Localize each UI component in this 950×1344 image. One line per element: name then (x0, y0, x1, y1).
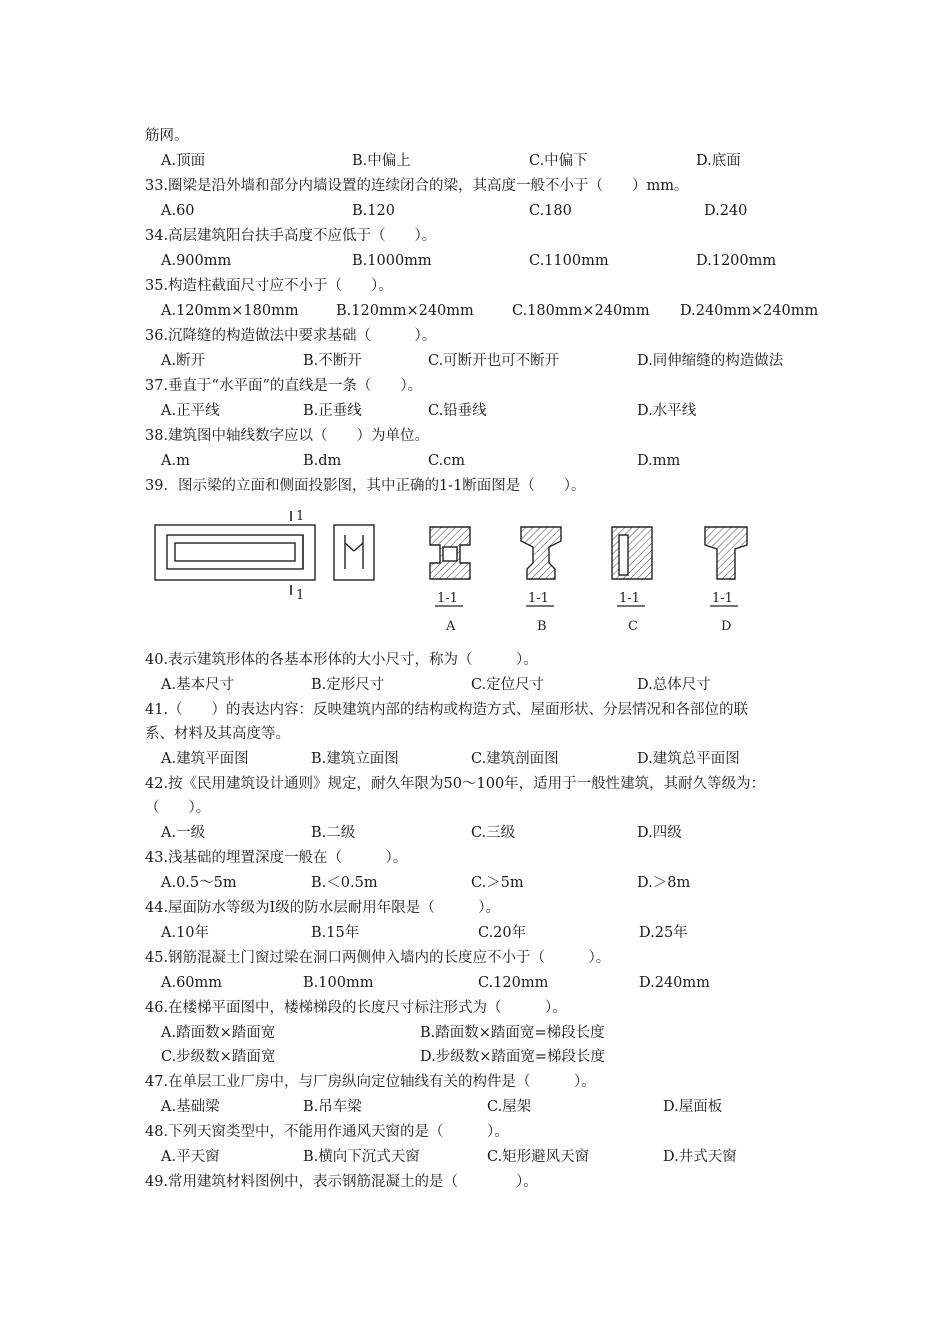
question-line: 43.浅基础的埋置深度一般在（ ）。 (145, 850, 408, 866)
answer-option: C.步级数×踏面宽 (161, 1049, 276, 1065)
question-line: 筋网。 (145, 128, 189, 144)
answer-option: D.＞8m (637, 875, 691, 891)
beam-side-view (334, 525, 374, 580)
question-line: 42.按《民用建筑设计通则》规定，耐久年限为50～100年，适用于一般性建筑，其耐久等级为： (145, 776, 766, 792)
answer-option: C.屋架 (487, 1099, 532, 1115)
answer-option: D.25年 (639, 925, 688, 941)
caption-d: 1-1 (712, 591, 733, 606)
answer-option: B.吊车梁 (303, 1099, 362, 1115)
section-mark-bottom: 1 (296, 588, 305, 603)
answer-option: D.mm (637, 453, 681, 469)
answer-option: C.铅垂线 (428, 403, 487, 419)
answer-option: B.1000mm (352, 253, 432, 269)
answer-option: A.踏面数×踏面宽 (161, 1025, 276, 1041)
question-line: 47.在单层工业厂房中，与厂房纵向定位轴线有关的构件是（ ）。 (145, 1074, 596, 1090)
answer-option: A.m (161, 453, 190, 469)
answer-option: D.同伸缩缝的构造做法 (637, 353, 784, 369)
answer-option: D.井式天窗 (663, 1149, 737, 1165)
answer-option: C.cm (428, 453, 466, 469)
answer-option: B.二级 (311, 825, 356, 841)
answer-option: C.＞5m (471, 875, 524, 891)
answer-option: D.步级数×踏面宽=梯段长度 (420, 1049, 606, 1065)
question-line: 45.钢筋混凝土门窗过梁在洞口两侧伸入墙内的长度应不小于（ ）。 (145, 950, 611, 966)
question-line: 39．图示梁的立面和侧面投影图，其中正确的1-1断面图是（ ）。 (145, 478, 586, 494)
letter-a: A (446, 619, 456, 634)
answer-option: B.踏面数×踏面宽=梯段长度 (420, 1025, 605, 1041)
answer-option: A.0.5～5m (161, 875, 237, 891)
beam-projection-drawing (145, 505, 805, 640)
answer-option: A.60 (161, 203, 195, 219)
answer-option: C.1100mm (529, 253, 609, 269)
section-option-a (430, 527, 470, 579)
answer-option: A.900mm (161, 253, 232, 269)
answer-option: C.中偏下 (529, 153, 588, 169)
answer-option: A.120mm×180mm (161, 303, 299, 319)
answer-option: D.1200mm (696, 253, 777, 269)
section-option-c (612, 527, 652, 579)
answer-option: C.180mm×240mm (512, 303, 650, 319)
letter-c: C (628, 619, 638, 634)
answer-option: B.120mm×240mm (336, 303, 474, 319)
answer-option: C.三级 (471, 825, 516, 841)
section-option-b (521, 527, 561, 579)
question-line: 41.（ ）的表达内容：反映建筑内部的结构或构造方式、屋面形状、分层情况和各部位的联 (145, 702, 749, 718)
answer-option: B.不断开 (303, 353, 362, 369)
answer-option: B.横向下沉式天窗 (303, 1149, 420, 1165)
answer-option: A.10年 (161, 925, 210, 941)
answer-option: B.dm (303, 453, 342, 469)
answer-option: B.＜0.5m (311, 875, 378, 891)
answer-option: D.240 (704, 203, 748, 219)
question-line: 44.屋面防水等级为Ⅰ级的防水层耐用年限是（ ）。 (145, 900, 501, 916)
letter-b: B (537, 619, 547, 634)
answer-option: A.断开 (161, 353, 206, 369)
question-line: 36.沉降缝的构造做法中要求基础（ ）。 (145, 328, 437, 344)
answer-option: A.正平线 (161, 403, 220, 419)
section-captions (435, 591, 738, 634)
beam-elevation (155, 525, 315, 580)
answer-option: C.矩形避风天窗 (487, 1149, 590, 1165)
answer-option: A.基础梁 (161, 1099, 220, 1115)
answer-option: A.建筑平面图 (161, 751, 249, 767)
question-line: 46.在楼梯平面图中，楼梯梯段的长度尺寸标注形式为（ ）。 (145, 1000, 567, 1016)
question-line: 35.构造柱截面尺寸应不小于（ ）。 (145, 278, 393, 294)
answer-option: B.100mm (303, 975, 374, 991)
question-line: （ ）。 (145, 800, 211, 816)
question-line: 40.表示建筑形体的各基本形体的大小尺寸，称为（ ）。 (145, 652, 538, 668)
answer-option: A.一级 (161, 825, 206, 841)
answer-option: C.可断开也可不断开 (428, 353, 560, 369)
answer-option: A.平天窗 (161, 1149, 220, 1165)
question-line: 37.垂直于“水平面”的直线是一条（ ）。 (145, 378, 423, 394)
caption-c: 1-1 (619, 591, 640, 606)
answer-option: D.底面 (696, 153, 741, 169)
caption-b: 1-1 (528, 591, 549, 606)
answer-option: C.建筑剖面图 (471, 751, 559, 767)
answer-option: A.顶面 (161, 153, 206, 169)
letter-d: D (721, 619, 732, 634)
answer-option: B.建筑立面图 (311, 751, 399, 767)
answer-option: D.屋面板 (663, 1099, 723, 1115)
beam-section-figure (145, 505, 805, 640)
answer-option: C.20年 (478, 925, 527, 941)
answer-option: D.四级 (637, 825, 682, 841)
answer-option: B.15年 (311, 925, 360, 941)
question-line: 34.高层建筑阳台扶手高度不应低于（ ）。 (145, 228, 437, 244)
answer-option: C.定位尺寸 (471, 677, 545, 693)
answer-option: D.240mm×240mm (680, 303, 819, 319)
answer-option: D.水平线 (637, 403, 697, 419)
answer-option: A.60mm (161, 975, 223, 991)
answer-option: D.总体尺寸 (637, 677, 711, 693)
section-mark-top: 1 (296, 509, 305, 524)
answer-option: B.正垂线 (303, 403, 362, 419)
question-line: 33.圈梁是沿外墙和部分内墙设置的连续闭合的梁，其高度一般不小于（ ）mm。 (145, 178, 689, 194)
answer-option: B.中偏上 (352, 153, 411, 169)
question-line: 系、材料及其高度等。 (145, 726, 290, 742)
answer-option: D.240mm (639, 975, 710, 991)
question-line: 49.常用建筑材料图例中，表示钢筋混凝土的是（ ）。 (145, 1174, 538, 1190)
answer-option: C.120mm (478, 975, 549, 991)
answer-option: C.180 (529, 203, 572, 219)
question-line: 48.下列天窗类型中，不能用作通风天窗的是（ ）。 (145, 1124, 509, 1140)
caption-a: 1-1 (437, 591, 458, 606)
answer-option: B.定形尺寸 (311, 677, 385, 693)
section-option-d (705, 527, 747, 579)
question-line: 38.建筑图中轴线数字应以（ ）为单位。 (145, 428, 430, 444)
answer-option: D.建筑总平面图 (637, 751, 740, 767)
answer-option: B.120 (352, 203, 395, 219)
answer-option: A.基本尺寸 (161, 677, 235, 693)
